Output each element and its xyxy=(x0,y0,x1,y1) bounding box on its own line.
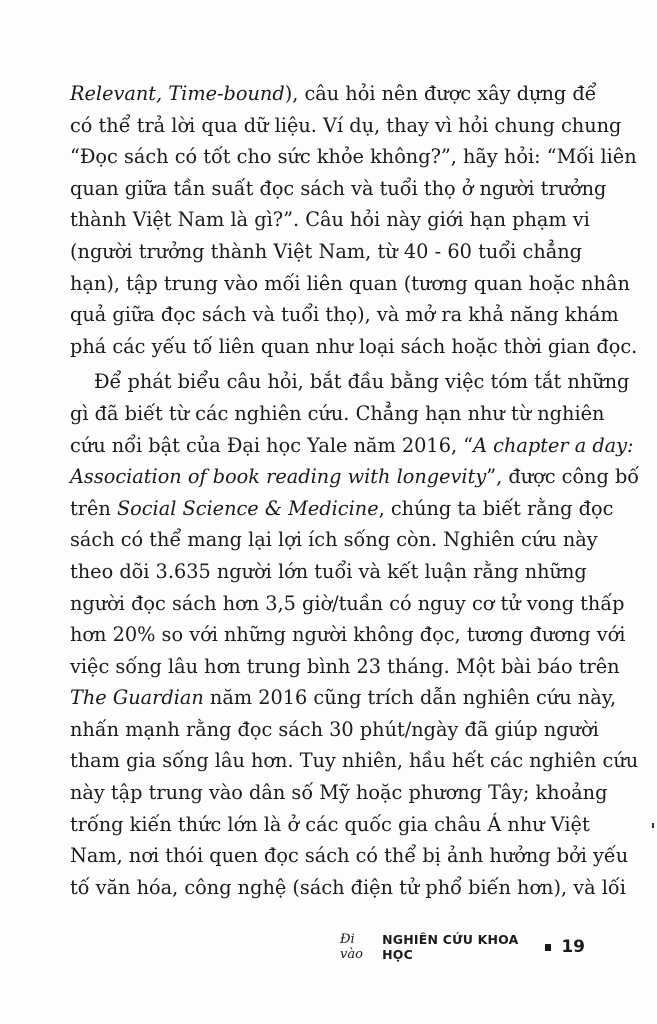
text-line xyxy=(70,141,637,173)
text-run: quan giữa tần suất đọc sách và tuổi thọ ở người trưởng xyxy=(70,176,607,200)
edge-mark xyxy=(652,823,654,828)
text-run: tố văn hóa, công nghệ (sách điện tử phổ biến hơn), và lối xyxy=(70,875,626,899)
text-line xyxy=(70,745,639,777)
text-run: ), câu hỏi nên được xây dựng để xyxy=(284,82,597,105)
text-run: trên xyxy=(70,496,117,520)
italic-text: Relevant, Time-bound xyxy=(70,82,285,105)
text-line xyxy=(70,777,608,809)
text-run: , chúng ta biết rằng đọc xyxy=(378,496,614,520)
text-run: (người trưởng thành Việt Nam, từ 40 - 60 tuổi chẳng xyxy=(70,239,582,263)
series-title: NGHIÊN CỨU KHOA HỌC xyxy=(382,932,519,962)
text-run: năm 2016 cũng trích dẫn nghiên cứu này, xyxy=(203,686,617,710)
paragraph-1 xyxy=(70,78,638,362)
text-line xyxy=(70,268,630,300)
text-run: người đọc sách hơn 3,5 giờ/tuần có nguy cơ tử vong thấp xyxy=(70,591,625,615)
text-line xyxy=(70,651,620,683)
text-line xyxy=(70,872,626,904)
text-run: có thể trả lời qua dữ liệu. Ví dụ, thay vì hỏi chung chung xyxy=(70,113,622,137)
italic-text: Association of book reading with longevity xyxy=(70,465,487,489)
text-run: “Đọc sách có tốt cho sức khỏe không?”, hãy hỏi: “Mối liên xyxy=(70,145,637,169)
series-script: Đi vào xyxy=(339,932,363,962)
text-run: gì đã biết từ các nghiên cứu. Chẳng hạn như từ nghiên xyxy=(70,401,605,425)
text-line xyxy=(70,809,590,841)
text-line xyxy=(70,299,619,331)
text-line xyxy=(70,714,599,746)
text-run: thành Việt Nam là gì?”. Câu hỏi này giới hạn phạm vi xyxy=(70,208,590,232)
text-run: này tập trung vào dân số Mỹ hoặc phương Tây; khoảng xyxy=(70,781,608,805)
text-line xyxy=(70,524,598,556)
text-run: theo dõi 3.635 người lớn tuổi và kết luận rằng những xyxy=(70,559,587,583)
text-run: việc sống lâu hơn trung bình 23 tháng. Một bài báo trên xyxy=(70,654,620,678)
text-run: hơn 20% so với những người không đọc, tương đương với xyxy=(70,623,626,647)
italic-text: A chapter a day: xyxy=(473,433,634,457)
text-run: Nam, nơi thói quen đọc sách có thể bị ảnh hưởng bởi yếu xyxy=(70,844,629,868)
paragraph-2 xyxy=(70,366,640,903)
text-line xyxy=(70,682,617,714)
text-run: Để phát biểu câu hỏi, bắt đầu bằng việc tóm tắt những xyxy=(94,370,630,394)
italic-text: The Guardian xyxy=(70,686,204,710)
body-text xyxy=(70,78,640,903)
text-run: cứu nổi bật của Đại học Yale năm 2016, “ xyxy=(70,433,474,457)
text-line xyxy=(70,430,634,462)
text-line xyxy=(70,493,614,525)
text-line xyxy=(70,236,582,268)
text-line xyxy=(70,840,629,872)
text-run: hạn), tập trung vào mối liên quan (tương quan hoặc nhân xyxy=(70,271,630,295)
text-line xyxy=(70,588,625,620)
text-run: sách có thể mang lại lợi ích sống còn. Nghiên cứu này xyxy=(70,528,598,552)
text-line xyxy=(70,398,605,430)
text-run: nhấn mạnh rằng đọc sách 30 phút/ngày đã giúp người xyxy=(70,717,599,741)
text-line xyxy=(70,173,607,205)
text-run: phá các yếu tố liên quan như loại sách hoặc thời gian đọc. xyxy=(70,334,638,358)
text-run: tham gia sống lâu hơn. Tuy nhiên, hầu hết các nghiên cứu xyxy=(70,749,639,773)
italic-text: Social Science & Medicine xyxy=(116,496,379,520)
text-line xyxy=(70,366,630,398)
page-number: 19 xyxy=(561,937,585,957)
text-run: ”, được công bố xyxy=(486,465,640,489)
text-line xyxy=(70,204,590,236)
text-line xyxy=(70,331,638,363)
text-line xyxy=(70,556,587,588)
running-footer xyxy=(339,932,585,962)
text-line xyxy=(70,461,640,493)
text-line xyxy=(70,619,626,651)
text-line xyxy=(70,78,597,110)
text-run: quả giữa đọc sách và tuổi thọ), và mở ra khả năng khám xyxy=(70,303,619,327)
separator-square-icon xyxy=(545,944,551,951)
text-line xyxy=(70,110,622,142)
text-run: trống kiến thức lớn là ở các quốc gia châu Á như Việt xyxy=(70,812,590,836)
